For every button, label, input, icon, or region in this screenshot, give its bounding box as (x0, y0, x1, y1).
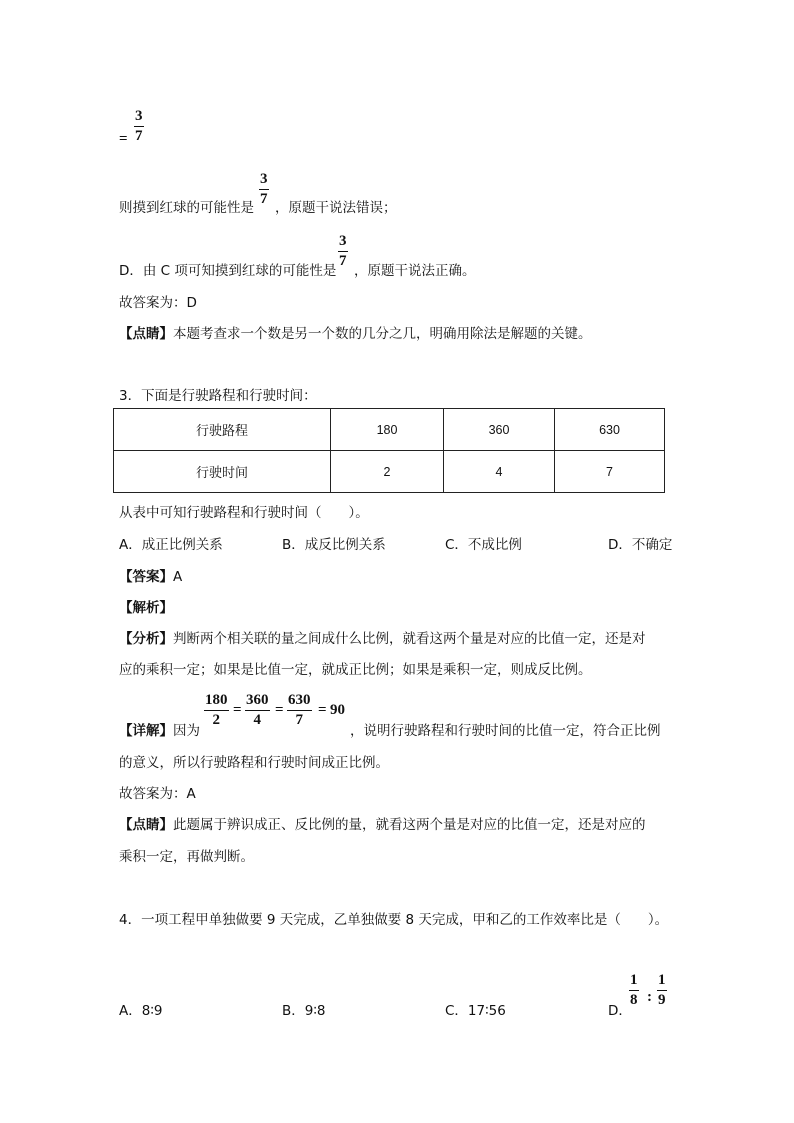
q4-option-a: A．8∶9 (119, 1003, 163, 1019)
table-cell: 360 (444, 409, 555, 451)
q4-option-b: B．9∶8 (282, 1003, 326, 1019)
fraction-numerator: 360 (246, 692, 269, 708)
comment-text: 本题考查求一个数是另一个数的几分之几，明确用除法是解题的关键。 (173, 326, 592, 342)
fraction-denominator: 7 (295, 712, 303, 728)
distance-time-table (113, 408, 665, 493)
fraction-numerator: 3 (260, 171, 268, 187)
red-ball-fraction (259, 171, 269, 208)
comment-text: 此题属于辨识成正、反比例的量，就看这两个量是对应的比值一定，还是对应的 (173, 817, 646, 833)
option-d-conclusion: ，原题干说法正确。 (354, 263, 476, 279)
q3-question: 从表中可知行驶路程和行驶时间（ ）。 (119, 505, 369, 521)
fraction-denominator: 2 (212, 712, 220, 728)
fraction-numerator: 1 (658, 972, 666, 988)
equals-sign: = (233, 702, 242, 718)
option-d-explanation: D．由 C 项可知摸到红球的可能性是 (119, 263, 337, 279)
q2-comment (119, 322, 592, 342)
answer-value: A (173, 569, 183, 585)
table-row (114, 451, 665, 493)
fraction-3-7 (134, 108, 144, 145)
fraction-denominator: 9 (658, 992, 666, 1008)
table-cell: 2 (331, 451, 444, 493)
q3-option-b: B．成反比例关系 (282, 537, 386, 553)
table-cell: 180 (331, 409, 444, 451)
fraction-denominator: 7 (339, 253, 347, 269)
q4-stem: 4．一项工程甲单独做要 9 天完成，乙单独做要 8 天完成，甲和乙的工作效率比是（ ）。 (119, 912, 669, 928)
fraction-numerator: 1 (630, 972, 638, 988)
q3-option-d: D．不确定 (608, 537, 673, 553)
fraction-denominator: 8 (630, 992, 638, 1008)
q3-final-answer: 故答案为：A (119, 786, 196, 802)
table-cell: 4 (444, 451, 555, 493)
fraction-denominator: 4 (253, 712, 261, 728)
detail-because: 因为 (173, 723, 200, 739)
row-header-distance: 行驶路程 (114, 409, 331, 451)
fenxi-text: 判断两个相关联的量之间成什么比例，就看这两个量是对应的比值一定，还是对 (173, 631, 646, 647)
fraction-denominator: 7 (135, 128, 143, 144)
q4-option-c: C．17∶56 (445, 1003, 506, 1019)
red-ball-conclusion: ，原题干说法错误； (275, 200, 397, 216)
fraction-numerator: 3 (135, 108, 143, 124)
q4-option-d-fraction-1-9 (657, 972, 667, 1009)
q4-option-d: D． (608, 1003, 632, 1019)
q3-detail (119, 719, 200, 739)
table-cell: 7 (555, 451, 665, 493)
q3-answer (119, 565, 182, 585)
table-row (114, 409, 665, 451)
formula-fraction-360-4 (245, 692, 270, 729)
q2-answer: 故答案为：D (119, 295, 197, 311)
q3-fenxi-line2: 应的乘积一定；如果是比值一定，就成正比例；如果是乘积一定，则成反比例。 (119, 662, 592, 678)
formula-result: 90 (330, 702, 345, 718)
comment-label: 【点睛】 (119, 817, 173, 833)
ratio-colon: : (647, 989, 652, 1005)
q3-option-c: C．不成比例 (445, 537, 522, 553)
q3-stem: 3．下面是行驶路程和行驶时间： (119, 388, 317, 404)
q3-detail-after: ，说明行驶路程和行驶时间的比值一定，符合正比例 (350, 723, 661, 739)
option-d-fraction (338, 233, 348, 270)
fenxi-label: 【分析】 (119, 631, 173, 647)
row-header-time: 行驶时间 (114, 451, 331, 493)
q3-detail-line2: 的意义，所以行驶路程和行驶时间成正比例。 (119, 755, 389, 771)
answer-label: 【答案】 (119, 569, 173, 585)
q3-analysis-label: 【解析】 (119, 600, 173, 616)
fraction-numerator: 180 (205, 692, 228, 708)
equals-sign: = (318, 702, 327, 718)
red-ball-text: 则摸到红球的可能性是 (119, 200, 254, 216)
equals-sign: = (119, 131, 128, 147)
fraction-numerator: 630 (288, 692, 311, 708)
formula-fraction-180-2 (204, 692, 229, 729)
fraction-denominator: 7 (260, 191, 268, 207)
table-cell: 630 (555, 409, 665, 451)
q4-option-d-fraction-1-8 (629, 972, 639, 1009)
comment-label: 【点睛】 (119, 326, 173, 342)
fraction-numerator: 3 (339, 233, 347, 249)
q3-comment-line2: 乘积一定，再做判断。 (119, 849, 254, 865)
equals-sign: = (275, 702, 284, 718)
detail-label: 【详解】 (119, 723, 173, 739)
q3-option-a: A．成正比例关系 (119, 537, 223, 553)
q3-comment (119, 813, 646, 833)
formula-fraction-630-7 (287, 692, 312, 729)
q3-fenxi (119, 627, 646, 647)
